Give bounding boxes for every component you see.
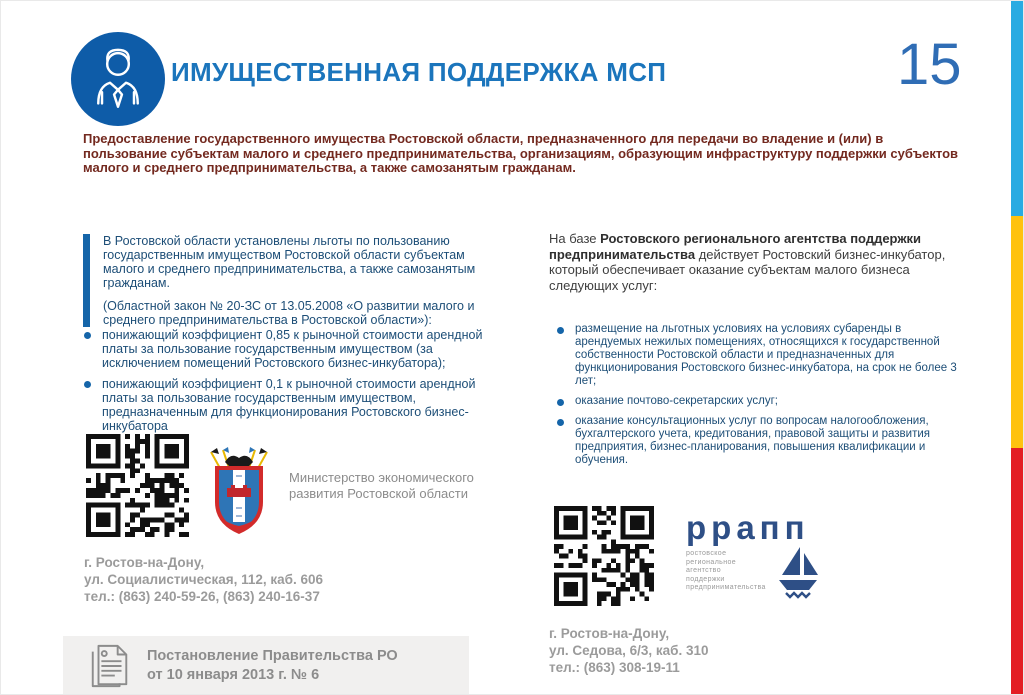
document-icon bbox=[87, 642, 133, 690]
address-line: ул. Седова, 6/3, каб. 310 bbox=[549, 643, 709, 658]
address-line: г. Ростов-на-Дону, bbox=[84, 555, 205, 570]
right-intro-orgname: Ростовского регионального агентства поддержки предпринимательства bbox=[549, 231, 922, 262]
edge-stripe-yellow bbox=[1011, 216, 1023, 448]
decree-line: Постановление Правительства РО bbox=[147, 648, 398, 664]
rrapp-subtitle-line: региональное bbox=[686, 558, 737, 566]
rrapp-subtitle-line: поддержки bbox=[686, 575, 725, 583]
rrapp-wordmark: ррапп bbox=[686, 509, 810, 546]
list-item bbox=[556, 323, 961, 388]
list-item bbox=[556, 415, 961, 467]
list-item bbox=[83, 377, 503, 433]
rrapp-logo bbox=[686, 509, 818, 609]
rrapp-subtitle-line: предпринимательства bbox=[686, 584, 766, 591]
right-intro-suffix: действует Ростовский бизнес-инкубатор, который обеспечивает оказание субъектам малого бизнеса следующих услуг: bbox=[549, 246, 946, 293]
address-line: ул. Социалистическая, 112, каб. 606 bbox=[84, 572, 324, 587]
ministry-label: Министерство экономического развития Ростовской области bbox=[289, 470, 474, 501]
left-lead-text: В Ростовской области установлены льготы по пользованию государственным имуществом Ростовской области субъектам малого и среднего предпринимательства, а также самозанятым гражданам. bbox=[103, 234, 476, 290]
bullet-text: оказание консультационных услуг по вопросам налогообложения, бухгалтерского учета, кредитования, правовой защиты и развития предприятия, бизнес-планирования, повышения квалификации и обучения. bbox=[575, 415, 931, 466]
businessman-icon bbox=[71, 32, 165, 126]
decree-bar bbox=[63, 636, 469, 695]
qr-code-rrapp bbox=[554, 506, 654, 606]
rostov-coat-of-arms bbox=[207, 446, 271, 538]
bullet-dot-icon bbox=[557, 419, 564, 426]
left-law-reference: (Областной закон № 20-ЗС от 13.05.2008 «О развитии малого и среднего предпринимательства в Ростовской области»): bbox=[103, 299, 475, 327]
bullet-dot-icon bbox=[84, 332, 91, 339]
edge-stripe-blue bbox=[1011, 1, 1023, 216]
bullet-dot-icon bbox=[84, 381, 91, 388]
address-line: г. Ростов-на-Дону, bbox=[549, 626, 670, 641]
qr-code-ministry bbox=[86, 434, 189, 537]
bullet-text: размещение на льготных условиях на условиях субаренды в арендуемых нежилых помещениях, относящихся к государственной собственности Ростовской области и предназначенных для функционирования Ростовского бизнес-инкубатора, на срок не более 3 лет; bbox=[575, 323, 957, 387]
page-number: 15 bbox=[897, 32, 962, 97]
rrapp-subtitle-line: агентство bbox=[686, 567, 722, 574]
right-bullet-list bbox=[556, 323, 961, 467]
right-intro-prefix: На базе bbox=[549, 231, 601, 246]
intro-paragraph: Предоставление государственного имущества Ростовской области, предназначенного для передачи во владение и (или) в пользование субъектам малого и среднего предпринимательства, организациям, образующим инфраструктуру поддержки субъектов малого и среднего предпринимательства, а также самозанятым гражданам. bbox=[83, 131, 959, 176]
rrapp-address bbox=[549, 625, 709, 676]
bullet-dot-icon bbox=[557, 327, 564, 334]
bullet-text: понижающий коэффициент 0,1 к рыночной стоимости арендной платы за пользование государственным имуществом, предназначенным для функционирования Ростовского бизнес-инкубатора bbox=[102, 377, 476, 433]
sailboat-icon bbox=[776, 545, 820, 603]
edge-stripe bbox=[1011, 1, 1023, 695]
list-item bbox=[83, 328, 503, 370]
edge-stripe-red bbox=[1011, 448, 1023, 695]
left-bullet-list bbox=[83, 328, 503, 433]
page-title: ИМУЩЕСТВЕННАЯ ПОДДЕРЖКА МСП bbox=[171, 57, 667, 87]
bullet-dot-icon bbox=[557, 399, 564, 406]
address-line: тел.: (863) 308-19-11 bbox=[549, 660, 680, 675]
ministry-address bbox=[84, 554, 323, 605]
decree-text bbox=[147, 647, 398, 685]
list-item bbox=[556, 395, 961, 408]
decree-line: от 10 января 2013 г. № 6 bbox=[147, 667, 320, 683]
left-lead-block bbox=[83, 234, 505, 327]
address-line: тел.: (863) 240-59-26, (863) 240-16-37 bbox=[84, 589, 320, 604]
bullet-text: оказание почтово-секретарских услуг; bbox=[575, 395, 778, 407]
rrapp-subtitle-line: ростовское bbox=[686, 550, 727, 557]
bullet-text: понижающий коэффициент 0,85 к рыночной стоимости арендной платы за пользование государственным имуществом (за исключением помещений Ростовского бизнес-инкубатора); bbox=[102, 328, 483, 370]
right-intro-paragraph bbox=[549, 231, 949, 293]
